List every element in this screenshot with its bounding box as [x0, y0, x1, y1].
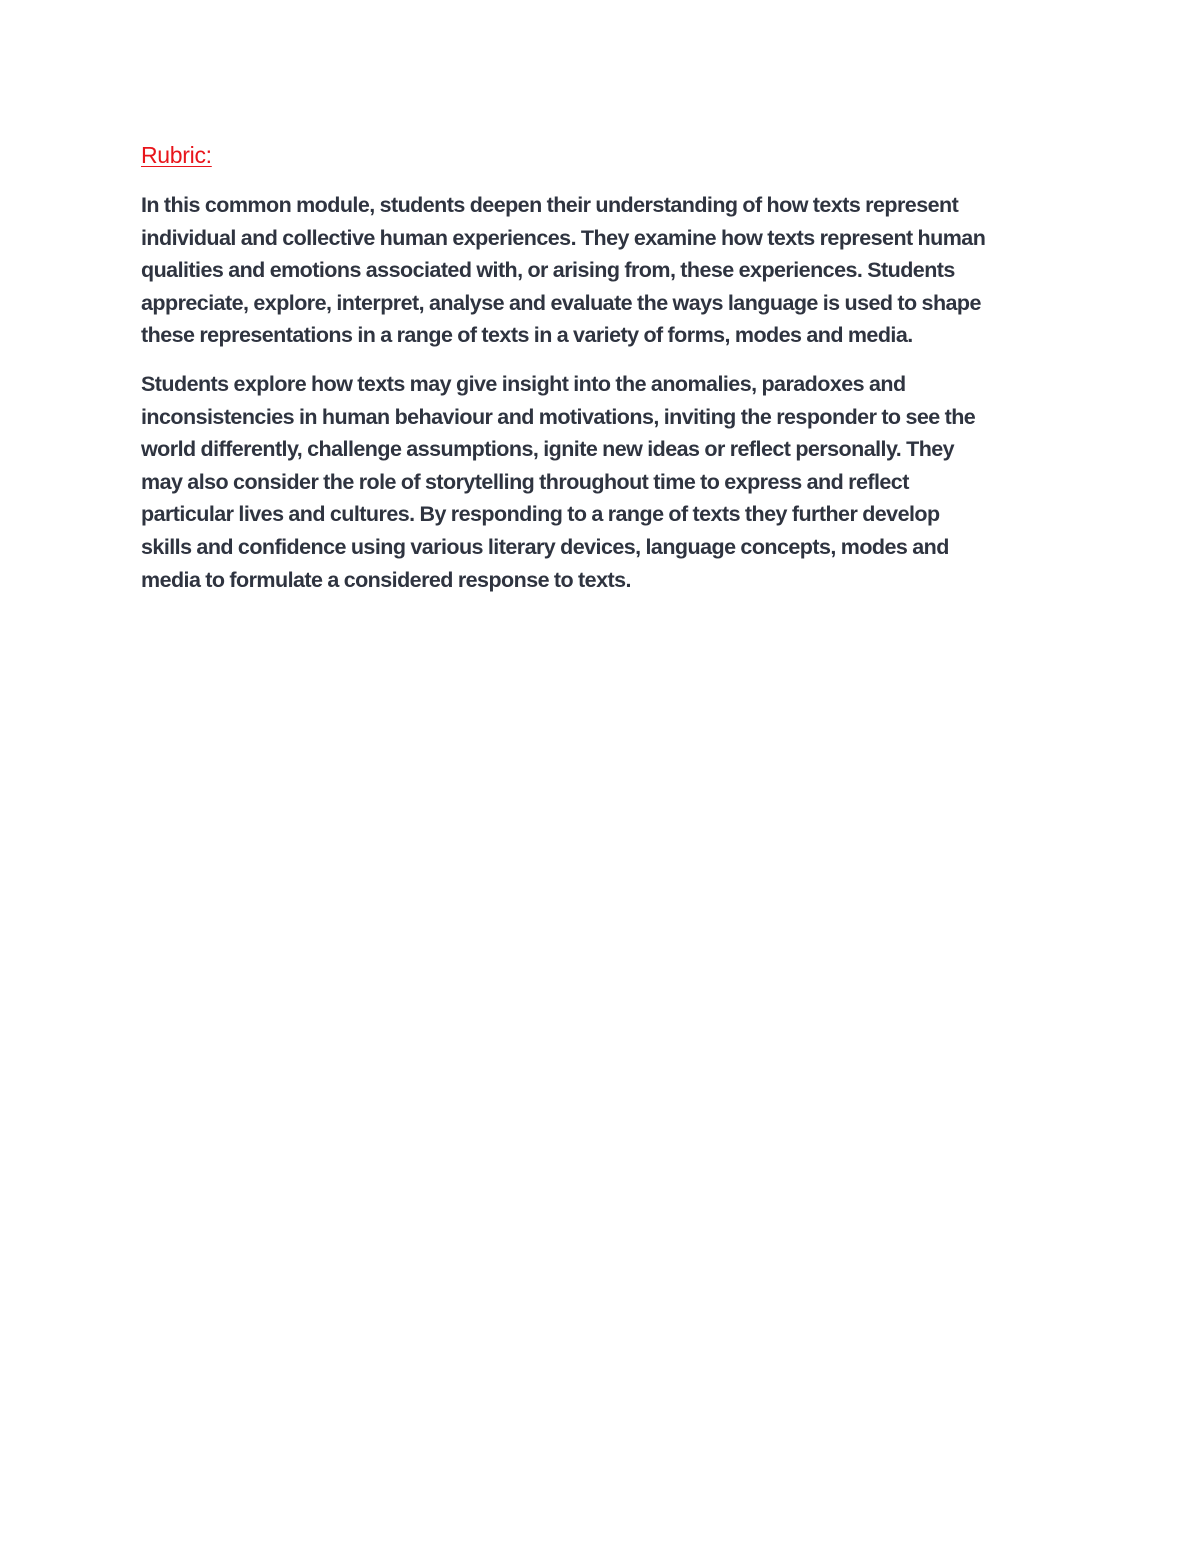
text-line: Students explore how texts may give insight into the anomalies, paradoxes and [141, 371, 906, 396]
text-line: inconsistencies in human behaviour and motivations, inviting the responder to see the [141, 404, 976, 429]
text-line: qualities and emotions associated with, or arising from, these experiences. Students [141, 258, 955, 283]
text-line: particular lives and cultures. By responding to a range of texts they further develop [141, 502, 940, 527]
text-line: media to formulate a considered response to texts. [141, 567, 631, 592]
text-line: may also consider the role of storytelling throughout time to express and reflect [141, 469, 909, 494]
paragraph-module-overview [141, 189, 1081, 352]
text-line: world differently, challenge assumptions, ignite new ideas or reflect personally. They [141, 437, 955, 462]
text-line: individual and collective human experiences. They examine how texts represent human [141, 225, 986, 250]
text-line: skills and confidence using various literary devices, language concepts, modes and [141, 534, 949, 559]
rubric-heading: Rubric: [141, 142, 212, 168]
text-line: appreciate, explore, interpret, analyse and evaluate the ways language is used to shape [141, 290, 981, 315]
text-line: In this common module, students deepen their understanding of how texts represent [141, 193, 959, 217]
text-line: these representations in a range of texts in a variety of forms, modes and media. [141, 323, 913, 348]
document-content [141, 139, 1081, 612]
paragraph-student-exploration [141, 368, 1081, 596]
